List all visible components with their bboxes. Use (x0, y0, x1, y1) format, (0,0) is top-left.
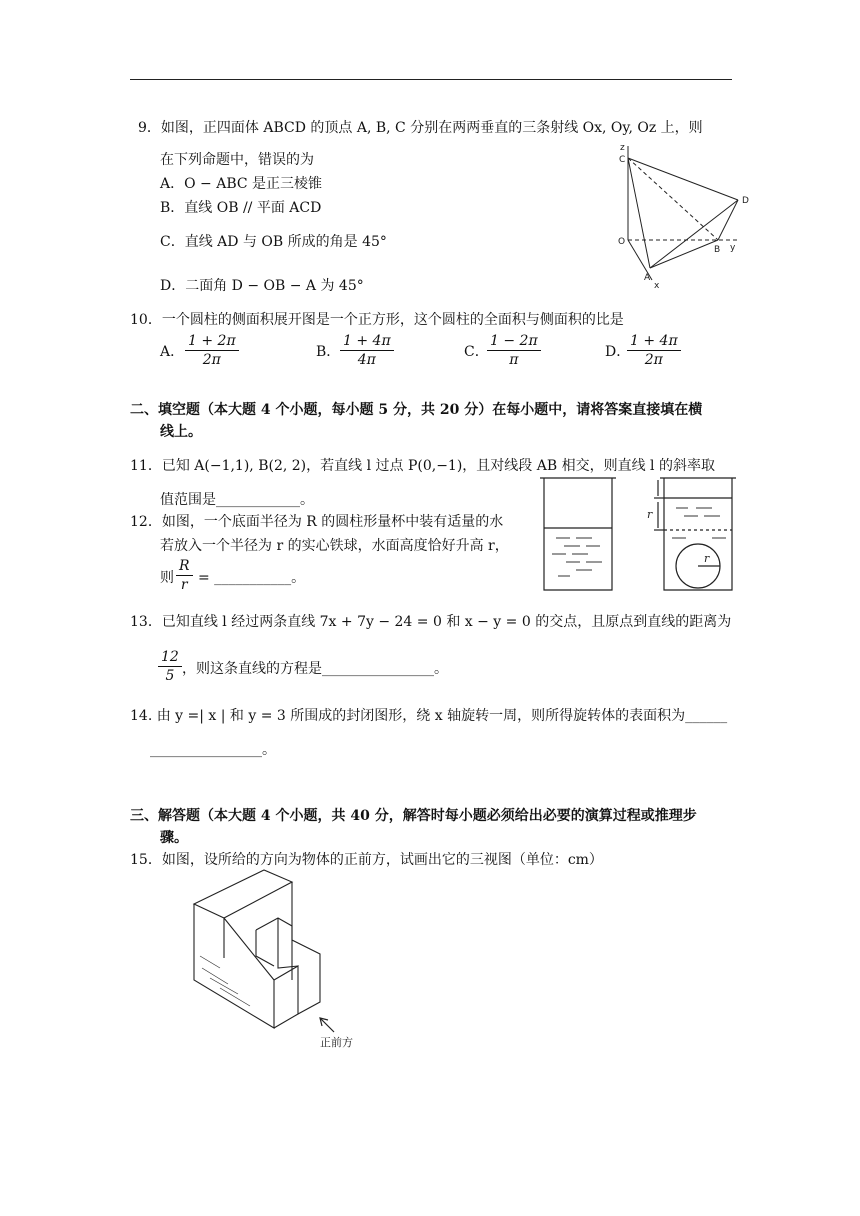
frac-den: 4π (357, 352, 376, 368)
q10-option-b-frac (340, 332, 394, 369)
frac-num: 1 + 4π (627, 332, 681, 351)
beaker-figure (536, 472, 746, 596)
q12-line1: 12．如图，一个底面半径为 R 的圆柱形量杯中装有适量的水 (130, 514, 504, 530)
q9-option-a: A．O − ABC 是正三棱锥 (160, 176, 323, 192)
q10-option-c-frac (487, 332, 541, 369)
frac-den: 2π (644, 352, 663, 368)
frac-num: R (176, 557, 193, 576)
fig-r-radius: r (704, 552, 710, 565)
q11-line2: 值范围是____________。 (160, 492, 314, 508)
q9-stem: 9．如图，正四面体 ABCD 的顶点 A, B, C 分别在两两垂直的三条射线 Ox, Oy, Oz 上，则 (138, 120, 703, 136)
q13-line1: 13．已知直线 l 经过两条直线 7x + 7y − 24 = 0 和 x − y = 0 的交点，且原点到直线的距离为 (130, 614, 732, 630)
header-rule (130, 79, 732, 80)
q9-option-b: B．直线 OB // 平面 ACD (160, 200, 322, 216)
q12-prefix: 则 (160, 570, 174, 586)
label-a: A (644, 273, 651, 283)
frac-den: 5 (165, 668, 175, 684)
label-z: z (620, 143, 625, 153)
label-b: B (714, 245, 721, 255)
front-direction-label: 正前方 (320, 1036, 353, 1049)
label-c: C (619, 155, 626, 165)
tetrahedron-figure (610, 140, 760, 290)
q10-stem: 10．一个圆柱的侧面积展开图是一个正方形，这个圆柱的全面积与侧面积的比是 (130, 312, 624, 328)
label-y: y (730, 243, 736, 253)
q10-option-d-label: D． (605, 344, 631, 360)
label-o: O (618, 237, 626, 247)
q12-frac (176, 557, 193, 594)
q14-line1: 14. 由 y =| x | 和 y = 3 所围成的封闭图形，绕 x 轴旋转一周，则所得旋转体的表面积为______ (130, 708, 728, 724)
q12-suffix: = ___________。 (198, 570, 306, 586)
q13-suffix: ，则这条直线的方程是________________。 (182, 661, 448, 677)
q10-option-b-label: B． (316, 344, 341, 360)
section2-heading: 二、填空题（本大题 4 个小题，每小题 5 分，共 20 分）在每小题中，请将答案直接填在横 (130, 402, 703, 418)
section3-heading: 三、解答题（本大题 4 个小题，共 40 分，解答时每小题必须给出必要的演算过程或推理步 (130, 808, 697, 824)
frac-den: 2π (202, 352, 221, 368)
frac-den: r (180, 577, 188, 593)
section2-heading-cont: 线上。 (160, 424, 202, 440)
section3-heading-cont: 骤。 (160, 830, 188, 846)
fig-r-dimension: r (647, 508, 653, 521)
q15-line1: 15．如图，设所给的方向为物体的正前方，试画出它的三视图（单位：cm） (130, 852, 603, 868)
label-x: x (654, 281, 660, 290)
q12-line2: 若放入一个半径为 r 的实心铁球，水面高度恰好升高 r， (160, 538, 509, 554)
frac-den: π (509, 352, 519, 368)
q9-option-c: C．直线 AD 与 OB 所成的角是 45° (160, 234, 387, 250)
q9-option-d: D．二面角 D − OB − A 为 45° (160, 278, 364, 294)
q13-frac (158, 648, 182, 685)
frac-num: 1 − 2π (487, 332, 541, 351)
q10-option-d-frac (627, 332, 681, 369)
label-d: D (742, 196, 749, 206)
q11-line1: 11．已知 A(−1,1), B(2, 2)，若直线 l 过点 P(0,−1)，且对线段 AB 相交，则直线 l 的斜率取 (130, 458, 715, 474)
solid-object-figure (180, 860, 380, 1060)
frac-num: 1 + 2π (185, 332, 239, 351)
frac-num: 1 + 4π (340, 332, 394, 351)
q10-option-c-label: C． (464, 344, 489, 360)
q10-option-a-label: A． (160, 344, 185, 360)
frac-num: 12 (158, 648, 182, 667)
q14-line2: ________________。 (150, 742, 276, 758)
q10-option-a-frac (185, 332, 239, 369)
q9-stem2: 在下列命题中，错误的为 (160, 152, 314, 168)
